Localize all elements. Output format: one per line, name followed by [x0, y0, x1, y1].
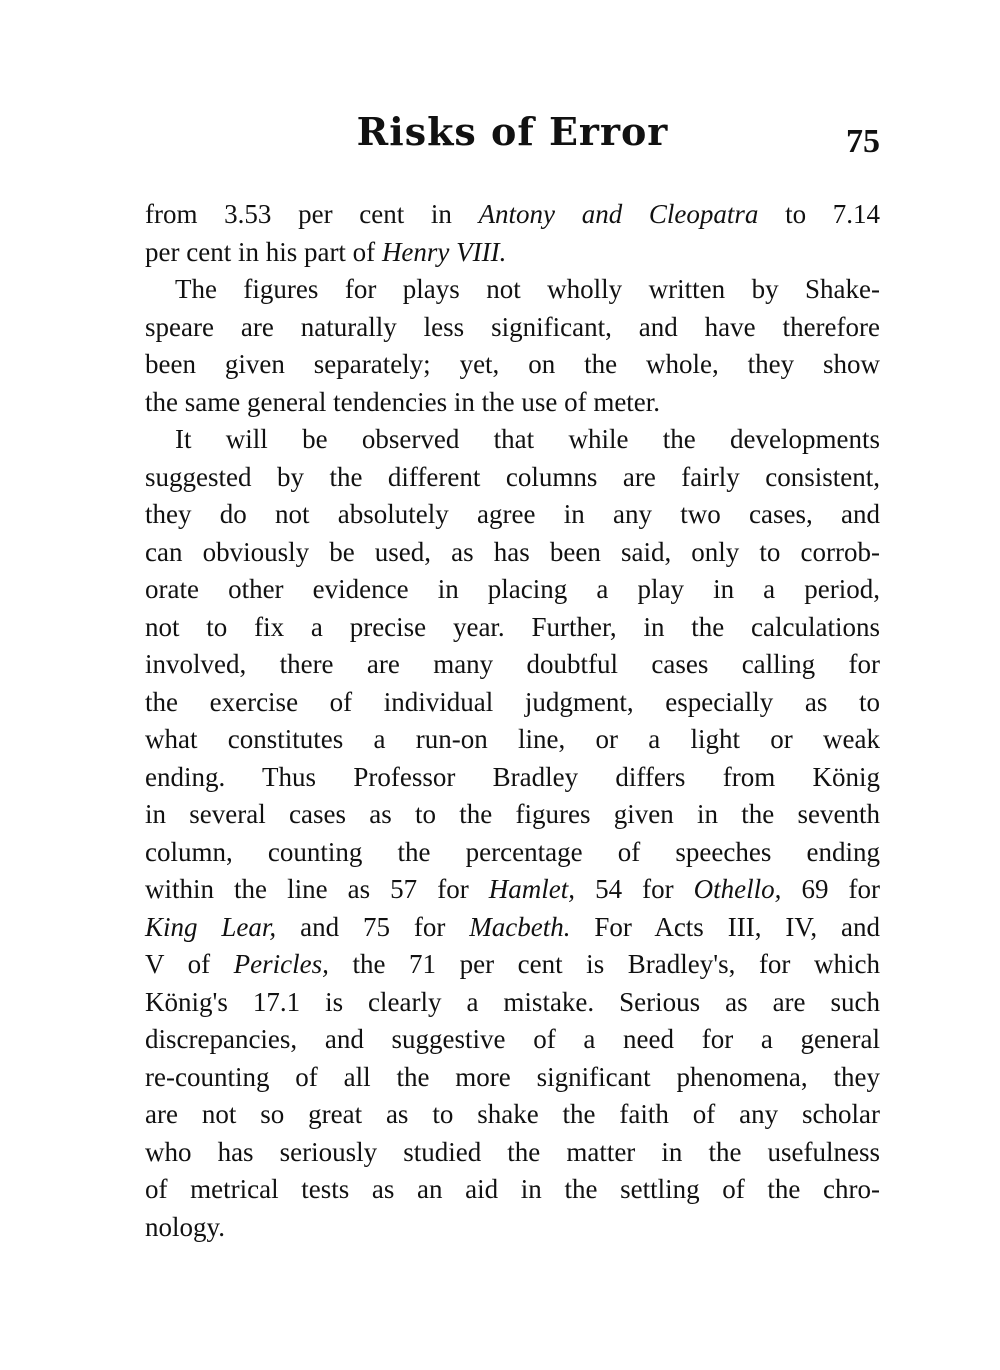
text-line	[145, 496, 880, 534]
text-line	[145, 271, 880, 309]
text-segment: what constitutes a run-on line, or a light or weak	[145, 724, 880, 754]
text-segment: within the line as 57 for	[145, 874, 489, 904]
text-segment: It will be observed that while the developments	[175, 424, 880, 454]
text-segment: 69 for	[781, 874, 881, 904]
text-segment: not to fix a precise year. Further, in the calculations	[145, 611, 880, 642]
text-line	[145, 346, 880, 384]
text-segment: nology.	[145, 1211, 225, 1242]
page-number: 75	[846, 123, 880, 160]
text-line	[145, 309, 880, 347]
text-line	[145, 1096, 880, 1134]
text-line	[145, 196, 880, 234]
text-line	[145, 834, 880, 872]
text-segment: are not so great as to shake the faith of any scholar	[145, 1099, 880, 1129]
text-segment: the same general tendencies in the use of meter.	[145, 386, 661, 417]
text-line	[145, 609, 880, 647]
italic-title-text: King Lear,	[145, 911, 277, 942]
text-segment: the 71 per cent is Bradley's, for which	[328, 949, 880, 979]
text-segment: been given separately; yet, on the whole, they show	[145, 349, 880, 379]
italic-title-text: Pericles,	[233, 949, 329, 979]
text-segment: discrepancies, and suggestive of a need for a general	[145, 1024, 880, 1054]
text-line	[145, 1171, 880, 1209]
text-line	[145, 721, 880, 759]
text-line	[145, 571, 880, 609]
text-line	[145, 684, 880, 722]
text-segment: can obviously be used, as has been said, only to corrob-	[145, 536, 880, 567]
italic-title-text: Antony and Cleopatra	[478, 199, 759, 229]
text-segment: re-counting of all the more significant phenomena, they	[145, 1061, 880, 1092]
text-line	[145, 946, 880, 984]
text-segment: V of	[145, 949, 234, 979]
text-line	[145, 1209, 880, 1247]
text-segment: column, counting the percentage of speeches ending	[145, 836, 880, 867]
text-line	[145, 234, 880, 272]
text-line	[145, 1021, 880, 1059]
text-segment: per cent in his part of	[145, 236, 382, 267]
chapter-title: Risks of Error	[356, 109, 669, 154]
text-segment: For Acts III, IV, and	[570, 911, 880, 942]
italic-title-text: Henry VIII.	[381, 236, 507, 267]
text-segment: the exercise of individual judgment, especially as to	[145, 686, 880, 717]
text-segment: they do not absolutely agree in any two cases, and	[145, 499, 880, 529]
text-line	[145, 909, 880, 947]
text-segment: suggested by the different columns are fairly consistent,	[145, 461, 880, 492]
text-segment: König's 17.1 is clearly a mistake. Serious as are such	[145, 986, 880, 1017]
text-line	[145, 1134, 880, 1172]
text-segment: from 3.53 per cent in	[145, 199, 479, 229]
running-head	[145, 108, 880, 168]
text-segment: 54 for	[575, 874, 694, 904]
text-segment: involved, there are many doubtful cases calling for	[145, 649, 880, 679]
text-segment: in several cases as to the figures given in the seventh	[145, 799, 880, 829]
italic-title-text: Hamlet,	[488, 874, 576, 904]
text-line	[145, 534, 880, 572]
text-segment: and 75 for	[276, 911, 470, 942]
text-segment: The figures for plays not wholly written by Shake-	[175, 274, 880, 304]
italic-title-text: Othello,	[693, 874, 782, 904]
text-line	[145, 796, 880, 834]
text-segment: orate other evidence in placing a play in a period,	[145, 574, 880, 604]
text-segment: of metrical tests as an aid in the settling of the chro-	[145, 1174, 880, 1204]
text-segment: speare are naturally less significant, and have therefore	[145, 311, 880, 342]
text-line	[145, 646, 880, 684]
text-line	[145, 1059, 880, 1097]
text-segment: who has seriously studied the matter in the usefulness	[145, 1136, 880, 1167]
text-segment: to 7.14	[758, 199, 881, 229]
text-line	[145, 384, 880, 422]
body-text	[145, 196, 880, 1246]
text-line	[145, 759, 880, 797]
text-line	[145, 871, 880, 909]
text-line	[145, 421, 880, 459]
text-line	[145, 459, 880, 497]
text-segment: ending. Thus Professor Bradley differs from König	[145, 761, 880, 792]
italic-title-text: Macbeth.	[469, 911, 571, 942]
text-line	[145, 984, 880, 1022]
